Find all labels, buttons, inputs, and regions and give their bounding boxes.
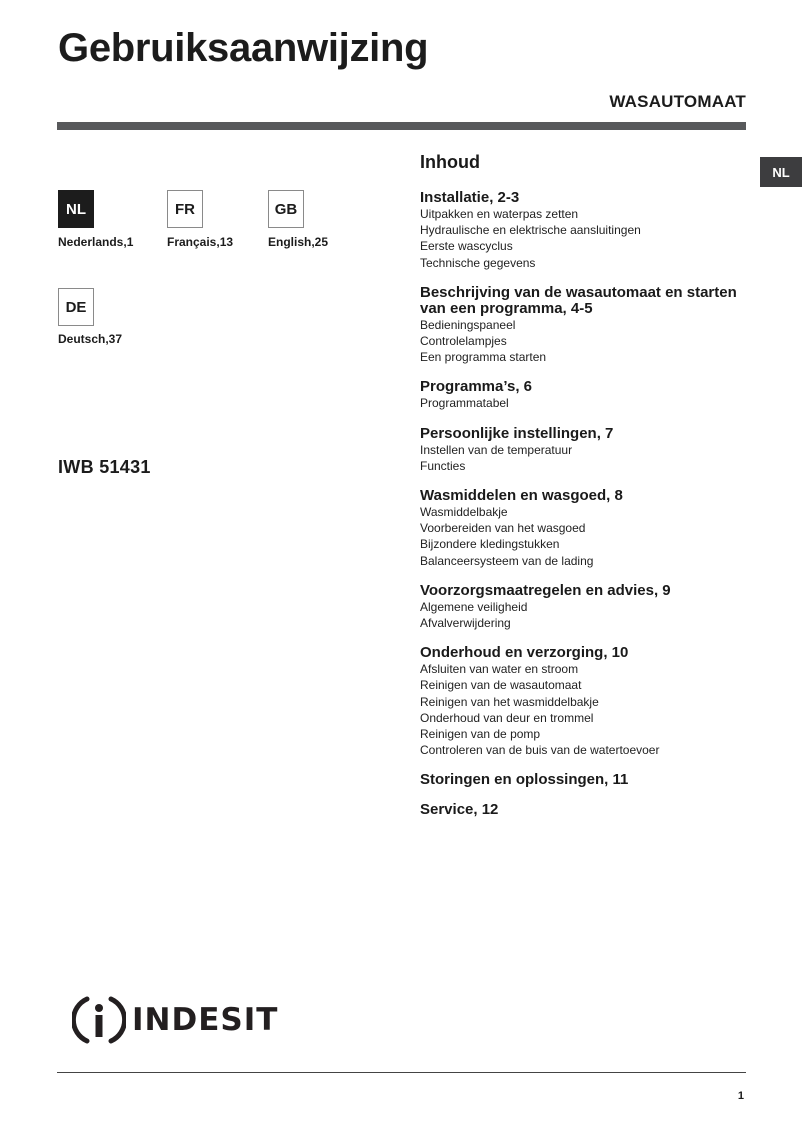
toc-item: Afsluiten van water en stroom <box>420 662 579 677</box>
toc-item: Onderhoud van deur en trommel <box>420 710 594 725</box>
toc-section-title[interactable]: Service, 12 <box>420 801 499 819</box>
toc-section-title[interactable]: Storingen en oplossingen, 11 <box>420 771 629 789</box>
toc-section <box>420 645 760 758</box>
language-label-gb: English,25 <box>268 235 329 249</box>
toc-section-title[interactable]: Onderhoud en verzorging, 10 <box>420 644 629 662</box>
toc-section <box>420 426 760 474</box>
toc-item: Hydraulische en elektrische aansluitingen <box>420 223 641 238</box>
language-box-gb[interactable]: GB <box>268 190 304 228</box>
toc-section <box>420 772 760 788</box>
toc-section-title[interactable]: Voorzorgsmaatregelen en advies, 9 <box>420 581 671 599</box>
toc-section <box>420 583 760 631</box>
toc-item: Algemene veiligheid <box>420 599 528 614</box>
toc-item: Functies <box>420 458 466 473</box>
product-type: WASAUTOMAAT <box>609 92 746 111</box>
toc-section <box>420 379 760 411</box>
toc-item: Controleren van de buis van de watertoevoer <box>420 743 660 758</box>
toc-item: Technische gegevens <box>420 255 536 270</box>
page-title: Gebruiksaanwijzing <box>58 26 429 70</box>
header-divider <box>57 122 746 130</box>
toc-section-title[interactable]: Installatie, 2-3 <box>420 189 520 206</box>
toc-section-title[interactable]: Persoonlijke instellingen, 7 <box>420 424 614 442</box>
language-label-nl: Nederlands,1 <box>58 235 134 249</box>
toc-item: Afvalverwijdering <box>420 616 511 631</box>
language-tab: NL <box>760 157 802 187</box>
language-box-de[interactable]: DE <box>58 288 94 326</box>
footer-divider <box>57 1072 746 1073</box>
toc-item: Controlelampjes <box>420 334 507 349</box>
toc-item: Balanceersysteem van de lading <box>420 553 594 568</box>
toc-item: Bijzondere kledingstukken <box>420 537 560 552</box>
toc-sections <box>420 190 760 818</box>
toc-item: Reinigen van het wasmiddelbakje <box>420 694 599 709</box>
toc-section-title[interactable]: Beschrijving van de wasautomaat en starten van een programma, 4-5 <box>420 283 737 317</box>
toc-item: Programmatabel <box>420 396 509 411</box>
toc-section <box>420 190 760 271</box>
page-number: 1 <box>737 1090 744 1102</box>
toc-item: Voorbereiden van het wasgoed <box>420 521 586 536</box>
toc-section-title[interactable]: Wasmiddelen en wasgoed, 8 <box>420 487 623 505</box>
toc-section <box>420 488 760 569</box>
toc-item: Eerste wascyclus <box>420 239 513 254</box>
language-box-fr[interactable]: FR <box>167 190 203 228</box>
toc-item: Wasmiddelbakje <box>420 505 508 520</box>
language-label-fr: Français,13 <box>167 235 234 249</box>
toc-item: Een programma starten <box>420 350 547 365</box>
brand-logo <box>72 995 278 1045</box>
toc-item: Reinigen van de wasautomaat <box>420 678 582 693</box>
toc-item: Uitpakken en waterpas zetten <box>420 207 579 221</box>
toc-item: Reinigen van de pomp <box>420 727 541 742</box>
toc-section <box>420 802 760 818</box>
language-box-nl[interactable]: NL <box>58 190 94 228</box>
toc-item: Instellen van de temperatuur <box>420 442 573 457</box>
brand-logo-text: INDESIT <box>132 1002 279 1038</box>
toc-section-title[interactable]: Programma’s, 6 <box>420 378 532 396</box>
toc-section <box>420 285 760 366</box>
toc-item: Bedieningspaneel <box>420 317 516 332</box>
indesit-logo-icon <box>72 995 126 1045</box>
language-label-de: Deutsch,37 <box>58 332 123 346</box>
toc-heading: Inhoud <box>420 152 480 172</box>
table-of-contents <box>420 151 760 832</box>
model-number: IWB 51431 <box>58 457 151 477</box>
